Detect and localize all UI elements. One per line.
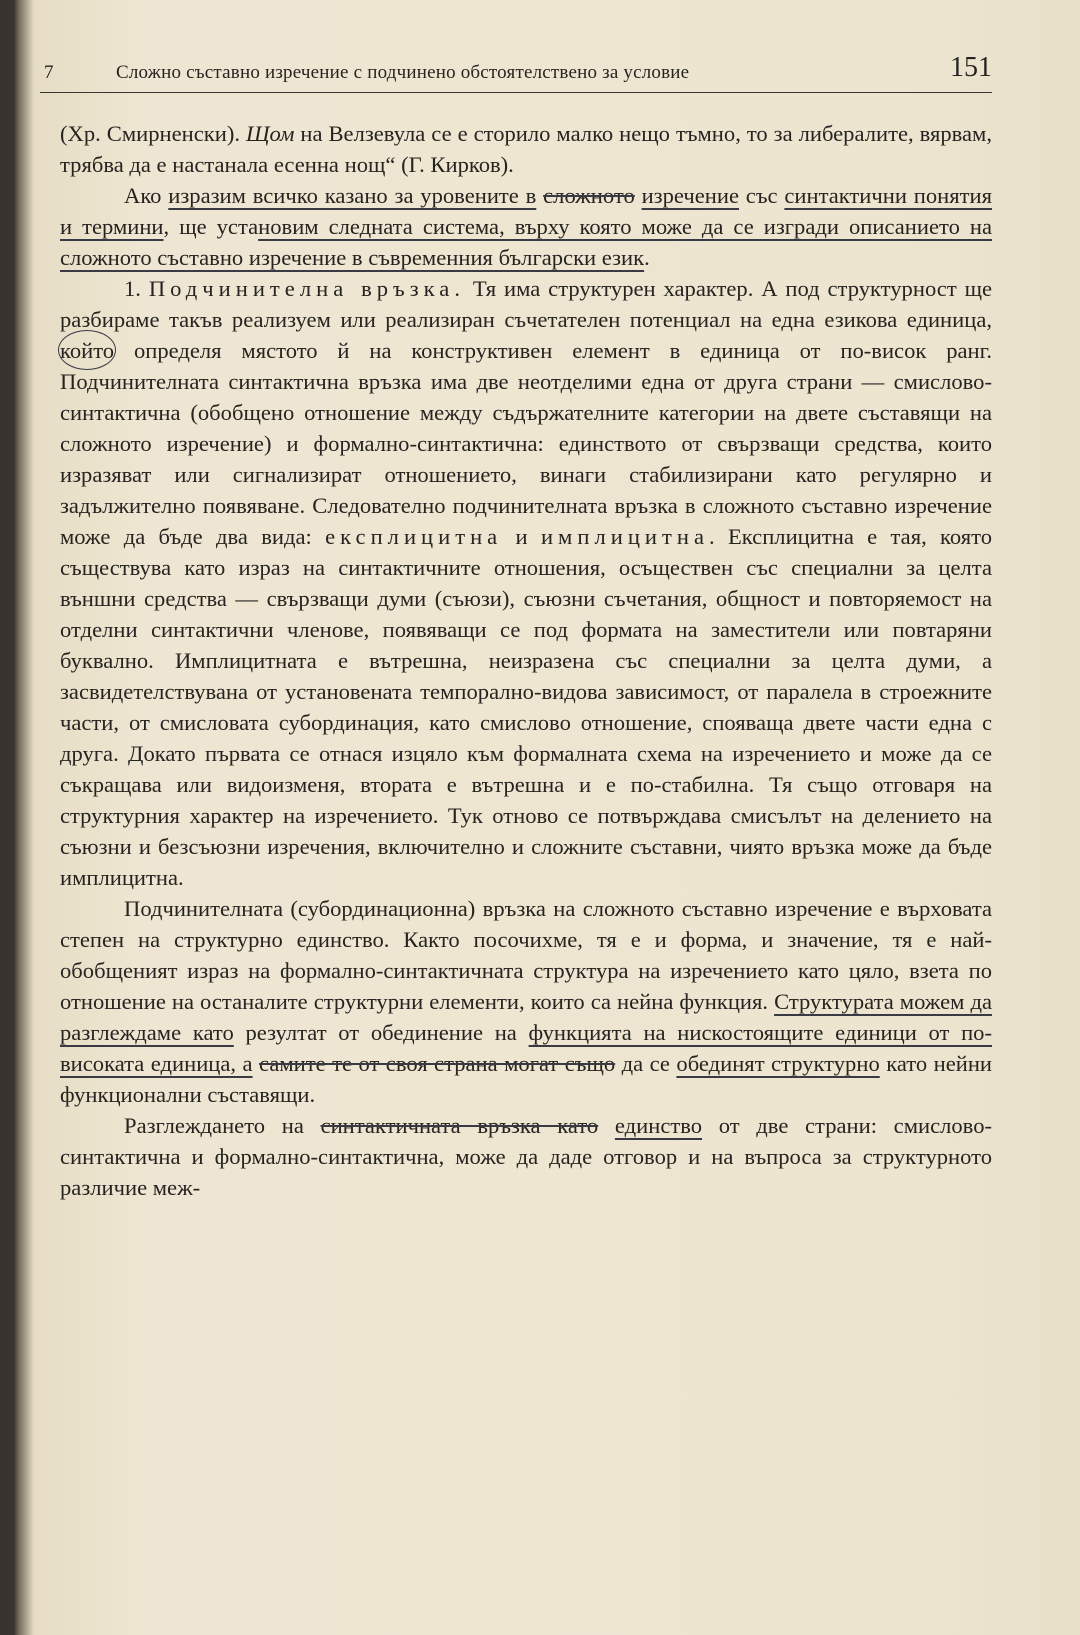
text-underline: обединят структурно	[676, 1051, 880, 1076]
paragraph	[60, 893, 992, 1110]
text-underline: синтактични понятия и термини	[60, 183, 992, 239]
text-run: като нейни функционални съставящи.	[60, 1051, 993, 1107]
text-run: Разглеждането на	[124, 1113, 321, 1138]
text-run: . Експлицитна е тая, която съществува като израз на синтактичните отношения, осъществен със специални за целта външни средства — свързващи думи (съюзи), съюзни съчетания, общност и повторяемост на отделни синтактични членове, появяващи се под формата на заместители или повтаряни буквално. Имплицитната е вътрешна, неизразена със специални за целта думи, а засвидетелствувана от установената темпорално-видова зависимост, от паралела в строежните части, от смисловата субординация, като смислово отношение, спояваща двете части една с друга. Докато първата се отнася изцяло към формалната схема на изречението и може да се съкращава или видоизменя, втората е вътрешна и е по-стабилна. Тя също отговаря на структурния характер на изречението. Тук отново се потвърждава смисълът на делението на съюзни и безсъюзни изречения, включително и сложните съставни, чиято връзка може да бъде имплицитна.	[60, 524, 993, 890]
page-number: 151	[950, 52, 992, 83]
text-run: .	[644, 245, 650, 270]
paragraph	[60, 273, 992, 893]
text-underline: изразим всичко казано за уровените в	[168, 183, 537, 208]
text-run: на Велзевула се е сторило малко нещо тъмно, то за либералите, вярвам, трябва да е настанала есенна нощ“ (Г. Кирков).	[60, 121, 993, 177]
body-text	[60, 118, 992, 1203]
text-strike: сложното	[543, 183, 635, 208]
text-run: да се	[615, 1051, 677, 1076]
text-underline: изречение	[641, 183, 739, 208]
text-run: от две страни: смислово-синтактична и формално-синтактична, може да даде отговор и на въпроса за структурното различие меж-	[60, 1113, 993, 1200]
paragraph	[60, 118, 992, 180]
text-spaced: експлицитна	[325, 524, 503, 549]
paragraph	[60, 180, 992, 273]
running-title: Сложно съставно изречение с подчинено обстоятелствено за условие	[116, 62, 690, 83]
text-run	[635, 183, 642, 208]
text-strike: синтактичната връзка като	[320, 1113, 599, 1138]
text-run: Ако	[124, 183, 169, 208]
text-run: Тя има структурен характер. А под структурност ще разбираме такъв реализуем или реализиран съчетателен потенциал на една езикова единица, който определя мястото й на конструктивен елемент в единица от по-висок ранг. Подчинителната синтактична връзка има две неотделими една от друга страни — смислово-синтактична (обобщено отношение между съдържателните категории на двете съставящи на сложното изречение) и формално-синтактична: единството от свързващи средства, които изразяват или сигнализират отношението, винаги стабилизирани като регулярно и задължително появяване. Следователно подчинителната връзка в сложното съставно изречение може да бъде два вида:	[60, 276, 992, 549]
text-underline: функцията на нискостоящите единици от по-високата единица, а	[60, 1020, 992, 1076]
text-underline: единство	[614, 1113, 703, 1138]
text-run: и	[502, 524, 541, 549]
text-italic: Щом	[245, 121, 295, 146]
text-run: със	[738, 183, 785, 208]
text-underline: новим следната система, върху която може да се изгради описанието на сложното съставно изречение в съвременния български език	[60, 214, 993, 270]
text-spaced: Подчинителна връзка.	[148, 276, 465, 301]
text-run: Подчинителната (субординационна) връзка на сложното съставно изречение е върховата степен на структурно единство. Както посочихме, тя е и форма, и значение, тя е най-обобщеният израз на формално-синтактичната структура на изречението като цяло, взета по отношение на останалите структурни елементи, които са нейна функция.	[60, 896, 992, 1014]
chapter-number: 7	[44, 62, 54, 83]
text-underline: Структурата можем да разглеждаме като	[60, 989, 992, 1045]
text-spaced: имплицитна	[540, 524, 709, 549]
text-run	[598, 1113, 615, 1138]
text-strike: самите те от своя страна могат също	[259, 1051, 616, 1076]
text-run: , ще уста	[163, 214, 259, 239]
text-run: резултат от обединение на	[233, 1020, 529, 1045]
running-header	[40, 48, 992, 93]
text-run: 1.	[124, 276, 149, 301]
text-run: (Хр. Смирненски).	[60, 121, 246, 146]
paragraph	[60, 1110, 992, 1203]
